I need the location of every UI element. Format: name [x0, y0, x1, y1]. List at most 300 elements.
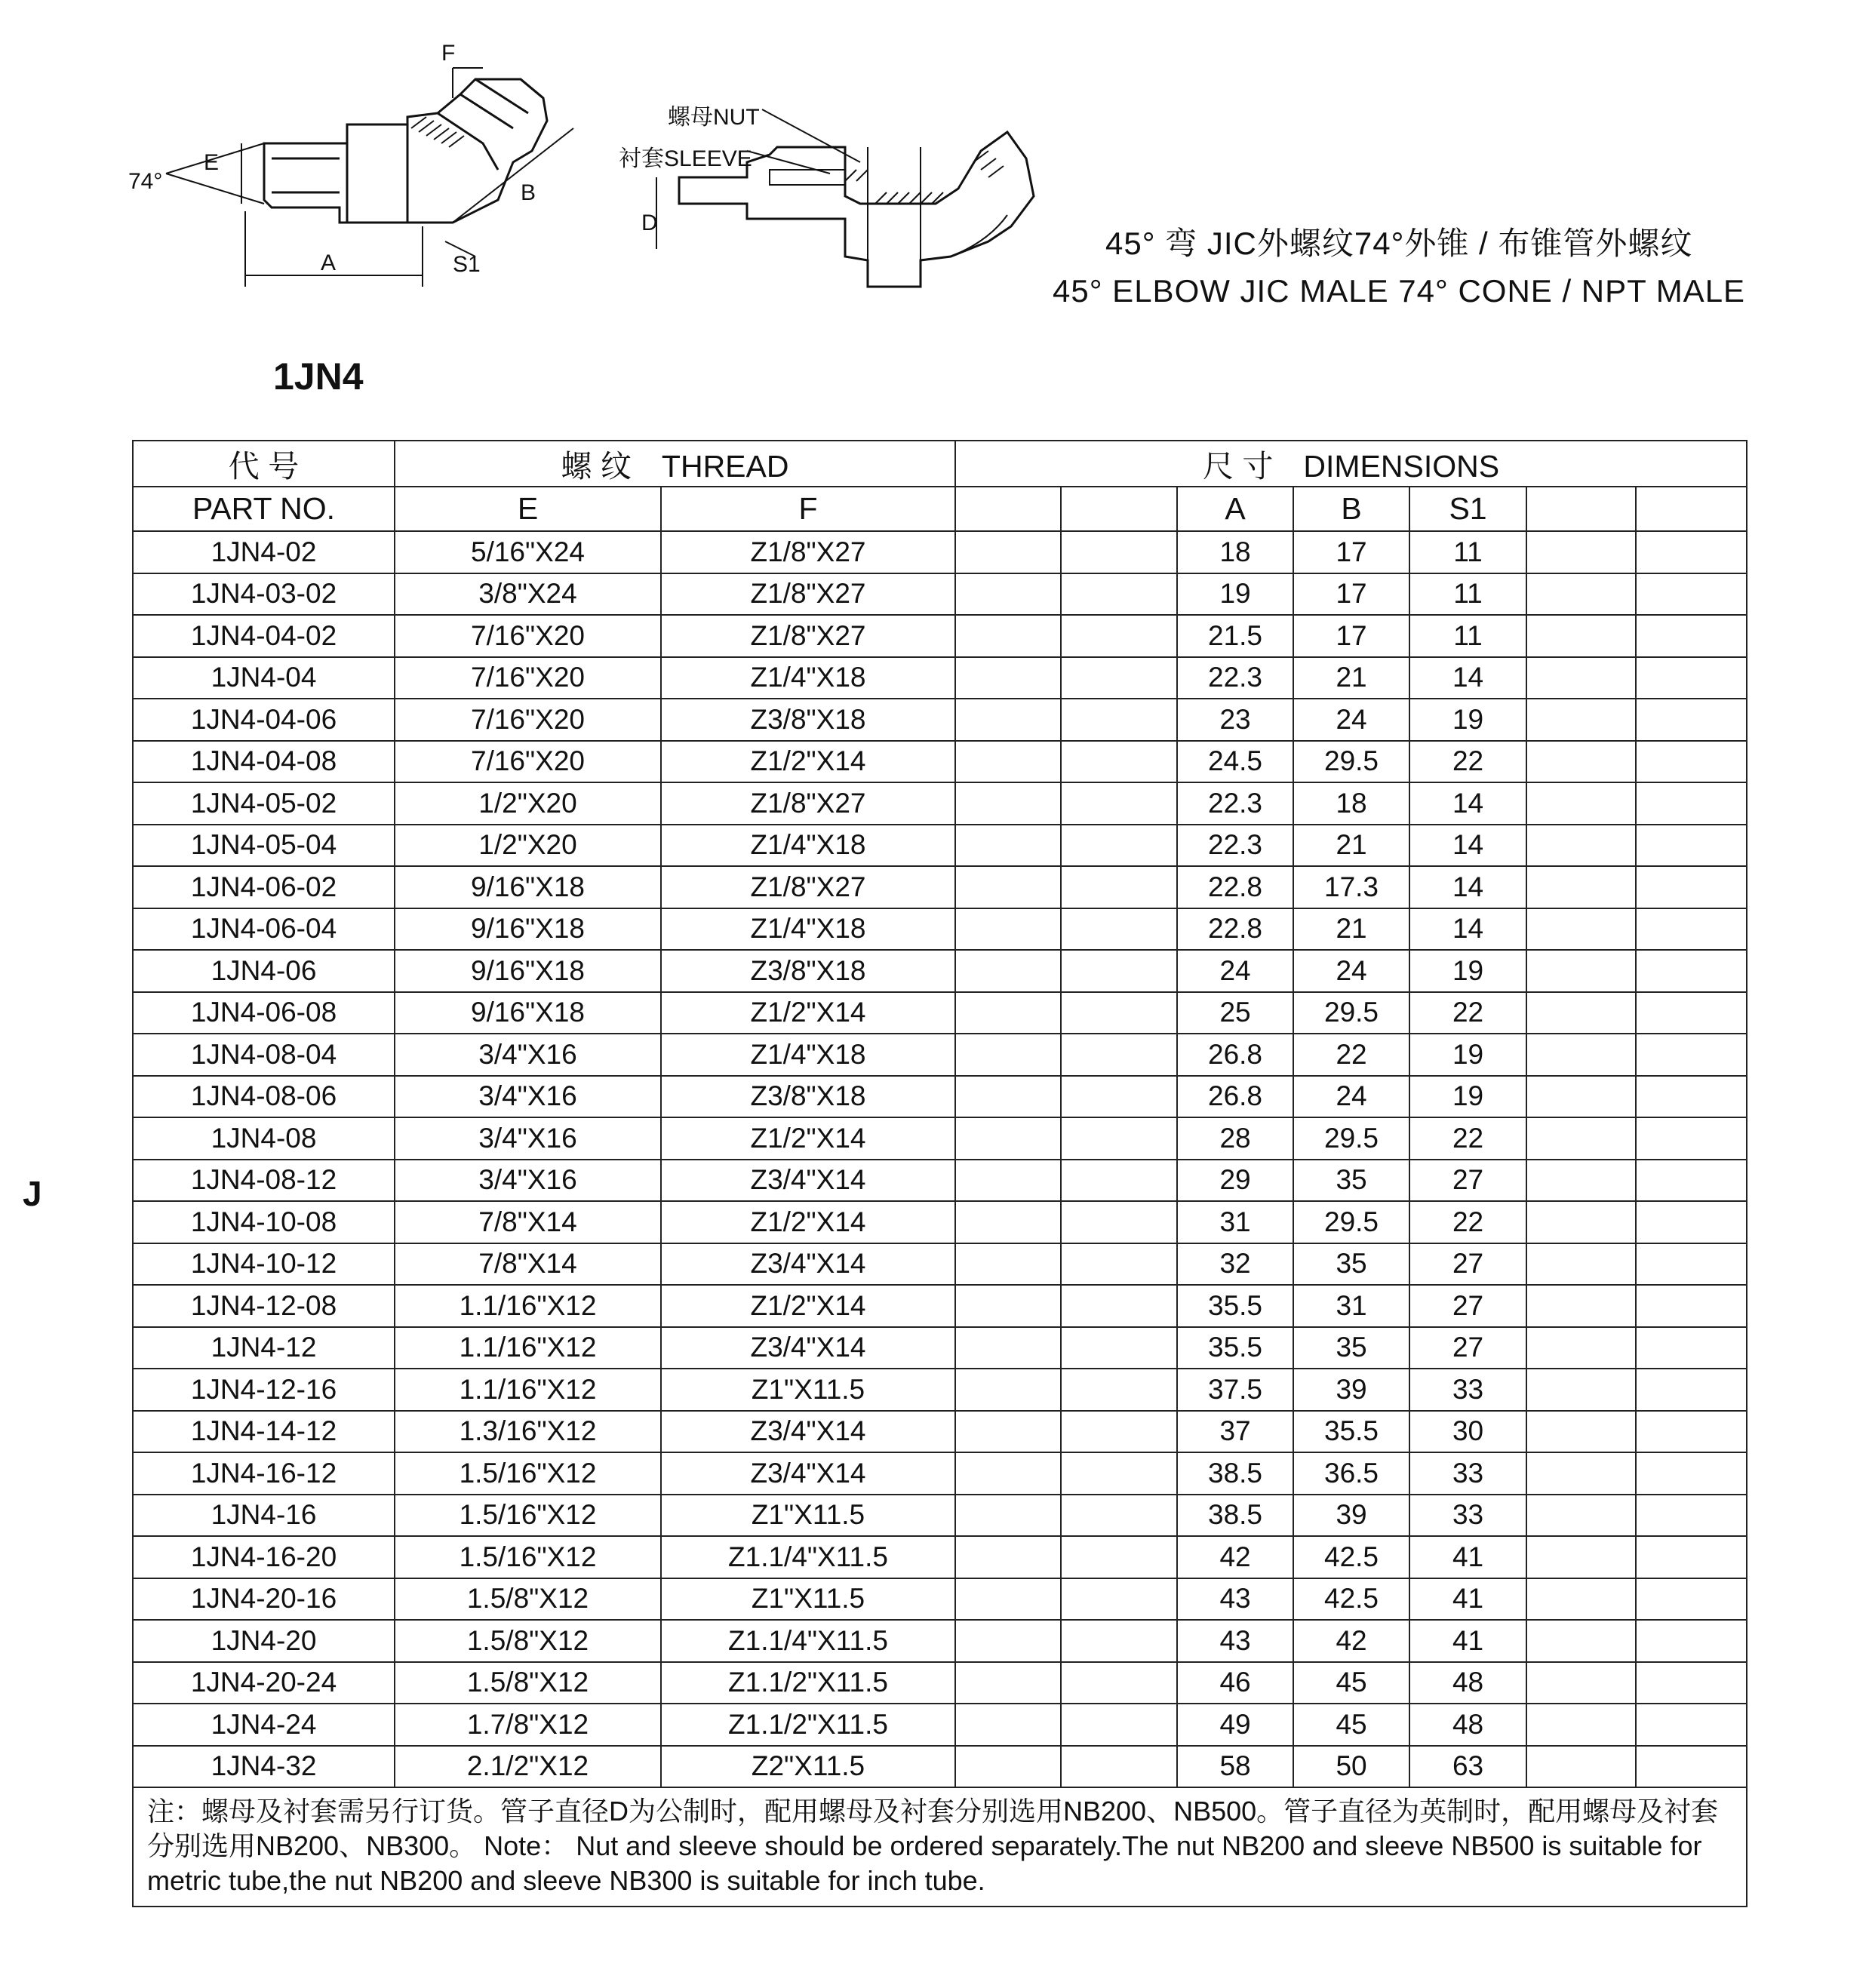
- table-row: [133, 657, 1747, 699]
- blank-cell: [1061, 1243, 1177, 1286]
- table-row: [133, 1662, 1747, 1704]
- blank-cell: [1526, 1034, 1636, 1076]
- dim-a-cell: 22.8: [1177, 866, 1293, 908]
- note-row: [133, 1787, 1747, 1907]
- part-no-cell: 1JN4-08-12: [133, 1160, 395, 1202]
- part-no-cell: 1JN4-05-02: [133, 782, 395, 825]
- blank-cell: [955, 573, 1061, 616]
- blank-cell: [1526, 1411, 1636, 1453]
- blank-cell: [1526, 1160, 1636, 1202]
- thread-f-cell: Z1/2"X14: [661, 1285, 955, 1327]
- spec-table: [132, 440, 1748, 1907]
- table-row: [133, 1411, 1747, 1453]
- blank-cell: [1526, 992, 1636, 1034]
- dim-a-cell: 23: [1177, 699, 1293, 741]
- thread-f-cell: Z3/4"X14: [661, 1243, 955, 1286]
- dim-s1-cell: 19: [1409, 699, 1526, 741]
- blank-cell: [1526, 825, 1636, 867]
- part-no-cell: 1JN4-12-16: [133, 1369, 395, 1411]
- dim-a-cell: 26.8: [1177, 1034, 1293, 1076]
- dim-b-cell: 42: [1293, 1620, 1409, 1662]
- thread-e-cell: 1/2"X20: [395, 782, 661, 825]
- blank-cell: [1061, 950, 1177, 992]
- blank-cell: [955, 950, 1061, 992]
- thread-e-cell: 1.5/16"X12: [395, 1495, 661, 1537]
- blank-cell: [1061, 1117, 1177, 1160]
- blank-cell: [1636, 1034, 1747, 1076]
- blank-cell: [1636, 908, 1747, 951]
- table-row: [133, 573, 1747, 616]
- blank-cell: [955, 531, 1061, 573]
- blank-cell: [1061, 908, 1177, 951]
- table-row: [133, 615, 1747, 657]
- blank-cell: [1526, 615, 1636, 657]
- header-col-e: E: [395, 487, 661, 531]
- dim-b-cell: 24: [1293, 1076, 1409, 1118]
- dim-b-cell: 45: [1293, 1662, 1409, 1704]
- thread-f-cell: Z2"X11.5: [661, 1746, 955, 1788]
- thread-f-cell: Z1/4"X18: [661, 825, 955, 867]
- thread-f-cell: Z1/2"X14: [661, 741, 955, 783]
- dim-b-cell: 29.5: [1293, 1201, 1409, 1243]
- blank-cell: [1061, 1536, 1177, 1578]
- dim-b-cell: 45: [1293, 1704, 1409, 1746]
- blank-cell: [955, 1034, 1061, 1076]
- blank-cell: [1061, 1160, 1177, 1202]
- dim-b-cell: 18: [1293, 782, 1409, 825]
- table-row: [133, 531, 1747, 573]
- blank-cell: [1526, 1578, 1636, 1621]
- dim-a-cell: 22.3: [1177, 657, 1293, 699]
- thread-e-cell: 1.5/8"X12: [395, 1620, 661, 1662]
- thread-e-cell: 1.1/16"X12: [395, 1327, 661, 1369]
- blank-cell: [1636, 531, 1747, 573]
- dim-s1-cell: 14: [1409, 657, 1526, 699]
- dim-a-cell: 35.5: [1177, 1327, 1293, 1369]
- dim-s1-cell: 19: [1409, 1076, 1526, 1118]
- blank-cell: [1061, 1411, 1177, 1453]
- blank-cell: [955, 1620, 1061, 1662]
- dim-a-cell: 22.8: [1177, 908, 1293, 951]
- table-row: [133, 825, 1747, 867]
- blank-cell: [955, 741, 1061, 783]
- dim-b-cell: 42.5: [1293, 1578, 1409, 1621]
- thread-e-cell: 9/16"X18: [395, 908, 661, 951]
- part-no-cell: 1JN4-10-12: [133, 1243, 395, 1286]
- dim-s1-cell: 63: [1409, 1746, 1526, 1788]
- header-row-1: [133, 441, 1747, 487]
- blank-cell: [1636, 1452, 1747, 1495]
- blank-cell: [1526, 1327, 1636, 1369]
- blank-cell: [1061, 531, 1177, 573]
- dim-b-cell: 39: [1293, 1369, 1409, 1411]
- blank-cell: [1061, 1620, 1177, 1662]
- table-row: [133, 1034, 1747, 1076]
- dim-s1-cell: 27: [1409, 1243, 1526, 1286]
- blank-cell: [1061, 825, 1177, 867]
- note-text: 注：螺母及衬套需另行订货。管子直径D为公制时，配用螺母及衬套分别选用NB200、NB500。管子直径为英制时，配用螺母及衬套分别选用NB200、NB300。 Note： Nut and sleeve should be ordered separately.The nut NB200 and sleeve NB500 is suitable for metric tube,the nut NB200 and sleeve NB300 is suitable for inch tube.: [133, 1787, 1747, 1907]
- table-row: [133, 741, 1747, 783]
- blank-cell: [1526, 782, 1636, 825]
- thread-e-cell: 3/4"X16: [395, 1160, 661, 1202]
- dim-b-cell: 24: [1293, 950, 1409, 992]
- blank-cell: [955, 1201, 1061, 1243]
- header-col-a: A: [1177, 487, 1293, 531]
- thread-f-cell: Z1/8"X27: [661, 866, 955, 908]
- dim-a-cell: 32: [1177, 1243, 1293, 1286]
- blank-cell: [1061, 573, 1177, 616]
- blank-cell: [1636, 573, 1747, 616]
- dim-a-label: A: [321, 250, 337, 275]
- blank-cell: [1636, 1411, 1747, 1453]
- dim-a-cell: 38.5: [1177, 1452, 1293, 1495]
- header-row-2: [133, 487, 1747, 531]
- title-chinese: 45° 弯 JIC外螺纹74°外锥 / 布锥管外螺纹: [1105, 226, 1693, 261]
- blank-cell: [1526, 1662, 1636, 1704]
- blank-cell: [1526, 1201, 1636, 1243]
- dim-b-cell: 21: [1293, 825, 1409, 867]
- dim-b-cell: 35: [1293, 1327, 1409, 1369]
- blank-cell: [955, 825, 1061, 867]
- blank-cell: [1061, 657, 1177, 699]
- blank-cell: [1636, 657, 1747, 699]
- thread-f-cell: Z3/4"X14: [661, 1160, 955, 1202]
- part-no-cell: 1JN4-16-20: [133, 1536, 395, 1578]
- blank-cell: [1061, 1034, 1177, 1076]
- dim-a-cell: 43: [1177, 1620, 1293, 1662]
- thread-f-cell: Z3/8"X18: [661, 950, 955, 992]
- blank-cell: [1636, 741, 1747, 783]
- thread-e-cell: 1.1/16"X12: [395, 1285, 661, 1327]
- dim-b-cell: 31: [1293, 1285, 1409, 1327]
- thread-e-cell: 1.5/8"X12: [395, 1662, 661, 1704]
- thread-f-cell: Z1/8"X27: [661, 573, 955, 616]
- table-row: [133, 1704, 1747, 1746]
- blank-cell: [1636, 1160, 1747, 1202]
- table-row: [133, 1536, 1747, 1578]
- dim-b-cell: 39: [1293, 1495, 1409, 1537]
- dim-a-cell: 42: [1177, 1536, 1293, 1578]
- thread-e-cell: 1.5/16"X12: [395, 1536, 661, 1578]
- dim-b-cell: 21: [1293, 657, 1409, 699]
- blank-cell: [1526, 908, 1636, 951]
- dim-b-cell: 24: [1293, 699, 1409, 741]
- part-no-cell: 1JN4-12: [133, 1327, 395, 1369]
- thread-e-cell: 2.1/2"X12: [395, 1746, 661, 1788]
- sleeve-label: 衬套SLEEVE: [619, 146, 752, 171]
- blank-cell: [1526, 1495, 1636, 1537]
- thread-f-cell: Z3/8"X18: [661, 1076, 955, 1118]
- dim-b-cell: 17: [1293, 531, 1409, 573]
- dim-s1-cell: 11: [1409, 531, 1526, 573]
- dim-f-label: F: [441, 41, 456, 66]
- thread-f-cell: Z1/2"X14: [661, 992, 955, 1034]
- part-no-cell: 1JN4-04-08: [133, 741, 395, 783]
- thread-e-cell: 9/16"X18: [395, 992, 661, 1034]
- dim-s1-cell: 48: [1409, 1704, 1526, 1746]
- header-col-f: F: [661, 487, 955, 531]
- thread-f-cell: Z1.1/4"X11.5: [661, 1536, 955, 1578]
- blank-cell: [1061, 992, 1177, 1034]
- blank-cell: [1061, 1076, 1177, 1118]
- header-blank-1: [955, 487, 1061, 531]
- part-no-cell: 1JN4-08-04: [133, 1034, 395, 1076]
- dim-s1-cell: 14: [1409, 825, 1526, 867]
- part-no-cell: 1JN4-05-04: [133, 825, 395, 867]
- blank-cell: [955, 1160, 1061, 1202]
- dim-b-cell: 29.5: [1293, 741, 1409, 783]
- dim-a-cell: 18: [1177, 531, 1293, 573]
- blank-cell: [955, 615, 1061, 657]
- blank-cell: [1526, 699, 1636, 741]
- table-row: [133, 1160, 1747, 1202]
- fitting-drawing: [121, 30, 1056, 309]
- table-row: [133, 1495, 1747, 1537]
- thread-f-cell: Z1.1/2"X11.5: [661, 1704, 955, 1746]
- dim-s1-cell: 48: [1409, 1662, 1526, 1704]
- thread-f-cell: Z1/2"X14: [661, 1201, 955, 1243]
- blank-cell: [955, 1452, 1061, 1495]
- header-thread: [395, 441, 955, 487]
- blank-cell: [1526, 1536, 1636, 1578]
- part-no-cell: 1JN4-04-02: [133, 615, 395, 657]
- blank-cell: [1636, 615, 1747, 657]
- model-number: 1JN4: [273, 355, 364, 398]
- blank-cell: [1526, 1285, 1636, 1327]
- dim-s1-cell: 27: [1409, 1327, 1526, 1369]
- header-dim-en: DIMENSIONS: [1303, 449, 1500, 484]
- dim-s1-cell: 27: [1409, 1160, 1526, 1202]
- part-no-cell: 1JN4-20: [133, 1620, 395, 1662]
- thread-f-cell: Z1/8"X27: [661, 531, 955, 573]
- part-no-cell: 1JN4-24: [133, 1704, 395, 1746]
- part-no-cell: 1JN4-08: [133, 1117, 395, 1160]
- header-part-en: PART NO.: [133, 487, 395, 531]
- table-row: [133, 1369, 1747, 1411]
- thread-e-cell: 3/8"X24: [395, 573, 661, 616]
- dim-s1-cell: 22: [1409, 1117, 1526, 1160]
- blank-cell: [1636, 1620, 1747, 1662]
- thread-e-cell: 1.3/16"X12: [395, 1411, 661, 1453]
- dim-b-cell: 29.5: [1293, 992, 1409, 1034]
- header-blank-4: [1636, 487, 1747, 531]
- header-col-b: B: [1293, 487, 1409, 531]
- table-row: [133, 1327, 1747, 1369]
- dim-b-cell: 35: [1293, 1160, 1409, 1202]
- part-no-cell: 1JN4-04-06: [133, 699, 395, 741]
- blank-cell: [955, 1243, 1061, 1286]
- thread-e-cell: 1.5/16"X12: [395, 1452, 661, 1495]
- blank-cell: [1061, 1327, 1177, 1369]
- dim-s1-cell: 14: [1409, 908, 1526, 951]
- dim-a-cell: 24.5: [1177, 741, 1293, 783]
- dim-s1-cell: 22: [1409, 992, 1526, 1034]
- blank-cell: [955, 1495, 1061, 1537]
- dim-s1-cell: 41: [1409, 1578, 1526, 1621]
- blank-cell: [1526, 741, 1636, 783]
- blank-cell: [1636, 1117, 1747, 1160]
- blank-cell: [955, 1076, 1061, 1118]
- blank-cell: [1526, 1620, 1636, 1662]
- dim-b-cell: 22: [1293, 1034, 1409, 1076]
- blank-cell: [1526, 573, 1636, 616]
- dim-b-label: B: [521, 180, 536, 205]
- thread-e-cell: 9/16"X18: [395, 866, 661, 908]
- dim-s1-cell: 14: [1409, 782, 1526, 825]
- blank-cell: [1061, 1369, 1177, 1411]
- blank-cell: [1061, 866, 1177, 908]
- blank-cell: [1061, 1495, 1177, 1537]
- blank-cell: [1636, 1076, 1747, 1118]
- blank-cell: [1636, 1746, 1747, 1788]
- part-no-cell: 1JN4-16: [133, 1495, 395, 1537]
- dim-a-cell: 29: [1177, 1160, 1293, 1202]
- table-row: [133, 699, 1747, 741]
- blank-cell: [955, 1369, 1061, 1411]
- blank-cell: [1526, 1243, 1636, 1286]
- part-no-cell: 1JN4-08-06: [133, 1076, 395, 1118]
- header-blank-2: [1061, 487, 1177, 531]
- table-row: [133, 1578, 1747, 1621]
- thread-e-cell: 3/4"X16: [395, 1117, 661, 1160]
- thread-f-cell: Z1/2"X14: [661, 1117, 955, 1160]
- blank-cell: [1636, 782, 1747, 825]
- thread-f-cell: Z3/4"X14: [661, 1327, 955, 1369]
- blank-cell: [1061, 1746, 1177, 1788]
- part-no-cell: 1JN4-12-08: [133, 1285, 395, 1327]
- blank-cell: [955, 782, 1061, 825]
- dim-b-cell: 29.5: [1293, 1117, 1409, 1160]
- dim-a-cell: 38.5: [1177, 1495, 1293, 1537]
- dim-a-cell: 58: [1177, 1746, 1293, 1788]
- part-no-cell: 1JN4-04: [133, 657, 395, 699]
- dim-s1-cell: 22: [1409, 1201, 1526, 1243]
- blank-cell: [1526, 1369, 1636, 1411]
- dim-b-cell: 21: [1293, 908, 1409, 951]
- blank-cell: [1061, 1452, 1177, 1495]
- thread-f-cell: Z3/8"X18: [661, 699, 955, 741]
- blank-cell: [1061, 615, 1177, 657]
- dim-a-cell: 37: [1177, 1411, 1293, 1453]
- part-no-cell: 1JN4-03-02: [133, 573, 395, 616]
- blank-cell: [955, 1704, 1061, 1746]
- dim-a-cell: 22.3: [1177, 782, 1293, 825]
- blank-cell: [955, 1327, 1061, 1369]
- thread-e-cell: 7/16"X20: [395, 741, 661, 783]
- dim-s1-cell: 11: [1409, 615, 1526, 657]
- table-row: [133, 1452, 1747, 1495]
- dim-a-cell: 43: [1177, 1578, 1293, 1621]
- thread-f-cell: Z1/4"X18: [661, 657, 955, 699]
- thread-e-cell: 1.7/8"X12: [395, 1704, 661, 1746]
- dim-s1-cell: 33: [1409, 1495, 1526, 1537]
- table-row: [133, 908, 1747, 951]
- dim-s1-cell: 30: [1409, 1411, 1526, 1453]
- table-row: [133, 1285, 1747, 1327]
- blank-cell: [955, 866, 1061, 908]
- dim-d-label: D: [641, 210, 658, 235]
- dim-a-cell: 24: [1177, 950, 1293, 992]
- thread-e-cell: 9/16"X18: [395, 950, 661, 992]
- thread-f-cell: Z1"X11.5: [661, 1578, 955, 1621]
- nut-label: 螺母NUT: [668, 105, 760, 130]
- blank-cell: [1061, 782, 1177, 825]
- table-row: [133, 992, 1747, 1034]
- thread-f-cell: Z1/8"X27: [661, 615, 955, 657]
- blank-cell: [1526, 531, 1636, 573]
- table-row: [133, 1620, 1747, 1662]
- blank-cell: [955, 1536, 1061, 1578]
- part-no-cell: 1JN4-02: [133, 531, 395, 573]
- thread-f-cell: Z3/4"X14: [661, 1411, 955, 1453]
- table-row: [133, 1746, 1747, 1788]
- table-row: [133, 1076, 1747, 1118]
- thread-e-cell: 3/4"X16: [395, 1034, 661, 1076]
- dim-b-cell: 35: [1293, 1243, 1409, 1286]
- blank-cell: [955, 1117, 1061, 1160]
- dim-s1-cell: 41: [1409, 1620, 1526, 1662]
- blank-cell: [1636, 1662, 1747, 1704]
- thread-f-cell: Z1"X11.5: [661, 1369, 955, 1411]
- blank-cell: [955, 992, 1061, 1034]
- dim-s1-cell: 19: [1409, 950, 1526, 992]
- thread-f-cell: Z1/4"X18: [661, 1034, 955, 1076]
- blank-cell: [955, 1746, 1061, 1788]
- blank-cell: [1061, 1704, 1177, 1746]
- part-no-cell: 1JN4-20-16: [133, 1578, 395, 1621]
- blank-cell: [1636, 992, 1747, 1034]
- blank-cell: [1061, 699, 1177, 741]
- dim-s1-cell: 41: [1409, 1536, 1526, 1578]
- blank-cell: [1636, 825, 1747, 867]
- blank-cell: [1636, 1704, 1747, 1746]
- blank-cell: [955, 1662, 1061, 1704]
- table-row: [133, 1243, 1747, 1286]
- part-no-cell: 1JN4-14-12: [133, 1411, 395, 1453]
- thread-e-cell: 1.1/16"X12: [395, 1369, 661, 1411]
- header-part-cn: 代 号: [133, 441, 395, 487]
- dim-a-cell: 22.3: [1177, 825, 1293, 867]
- blank-cell: [1526, 657, 1636, 699]
- blank-cell: [1636, 699, 1747, 741]
- section-letter: J: [23, 1174, 42, 1213]
- blank-cell: [1061, 1578, 1177, 1621]
- blank-cell: [955, 908, 1061, 951]
- thread-e-cell: 7/8"X14: [395, 1201, 661, 1243]
- dim-b-cell: 50: [1293, 1746, 1409, 1788]
- dim-b-cell: 17: [1293, 615, 1409, 657]
- part-no-cell: 1JN4-32: [133, 1746, 395, 1788]
- table-row: [133, 1117, 1747, 1160]
- header-thread-cn: 螺 纹: [561, 449, 632, 484]
- part-no-cell: 1JN4-16-12: [133, 1452, 395, 1495]
- table-row: [133, 782, 1747, 825]
- thread-e-cell: 1.5/8"X12: [395, 1578, 661, 1621]
- blank-cell: [1061, 1662, 1177, 1704]
- table-row: [133, 950, 1747, 992]
- blank-cell: [1636, 1327, 1747, 1369]
- blank-cell: [1061, 1285, 1177, 1327]
- blank-cell: [1636, 1285, 1747, 1327]
- dim-a-cell: 35.5: [1177, 1285, 1293, 1327]
- blank-cell: [1636, 866, 1747, 908]
- dim-s1-cell: 33: [1409, 1452, 1526, 1495]
- dim-b-cell: 42.5: [1293, 1536, 1409, 1578]
- thread-f-cell: Z1.1/2"X11.5: [661, 1662, 955, 1704]
- blank-cell: [1636, 950, 1747, 992]
- thread-e-cell: 5/16"X24: [395, 531, 661, 573]
- header-dim-cn: 尺 寸: [1202, 449, 1274, 484]
